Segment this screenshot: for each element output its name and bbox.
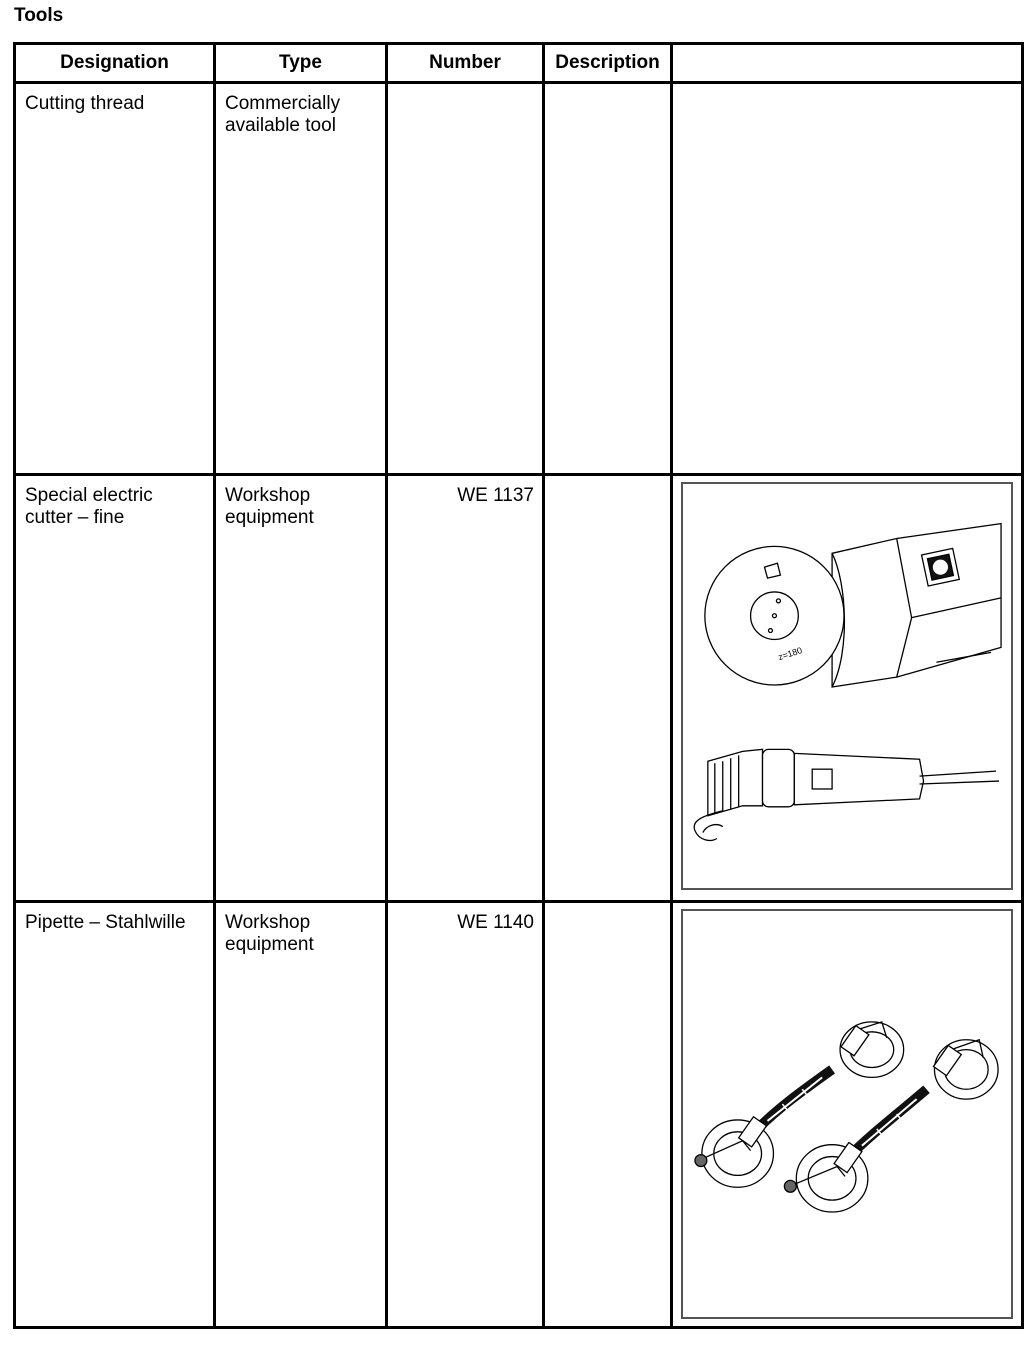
number-cell — [387, 83, 544, 475]
type-cell — [215, 83, 387, 475]
number-cell — [387, 475, 544, 902]
table-row — [15, 83, 1023, 475]
tools-table — [13, 42, 1024, 1329]
type-cell — [215, 475, 387, 902]
suction-lifter-left — [695, 1022, 904, 1187]
type-text: Workshop equipment — [225, 912, 314, 955]
description-cell — [544, 83, 672, 475]
designation-cell — [15, 902, 215, 1328]
header-description: Description — [544, 44, 672, 83]
disc-size-label: z=180 — [776, 645, 804, 663]
suction-lifter-illustration — [681, 909, 1013, 1319]
header-number: Number — [387, 44, 544, 83]
number-cell — [387, 902, 544, 1328]
table-row — [15, 475, 1023, 902]
page-title: Tools — [14, 5, 64, 26]
description-cell — [544, 902, 672, 1328]
electric-cutter-illustration — [681, 482, 1013, 890]
number-text: WE 1137 — [457, 485, 534, 506]
designation-cell — [15, 475, 215, 902]
description-text — [545, 84, 670, 93]
description-text — [545, 476, 670, 485]
table-header-row — [15, 44, 1023, 83]
table-row — [15, 902, 1023, 1328]
designation-text: Special electric cutter – fine — [25, 485, 153, 528]
description-text — [545, 903, 670, 912]
illustration-cell — [672, 83, 1023, 475]
number-text: WE 1140 — [457, 912, 534, 933]
type-cell — [215, 902, 387, 1328]
header-designation: Designation — [15, 44, 215, 83]
designation-cell — [15, 83, 215, 475]
designation-text: Cutting thread — [25, 93, 145, 114]
designation-text: Pipette – Stahlwille — [25, 912, 186, 933]
header-type: Type — [215, 44, 387, 83]
description-cell — [544, 475, 672, 902]
illustration-cell — [672, 902, 1023, 1328]
illustration-cell — [672, 475, 1023, 902]
type-text: Commercially available tool — [225, 93, 341, 136]
type-text: Workshop equipment — [225, 485, 314, 528]
header-illustration — [672, 44, 1023, 83]
number-text — [388, 84, 542, 93]
